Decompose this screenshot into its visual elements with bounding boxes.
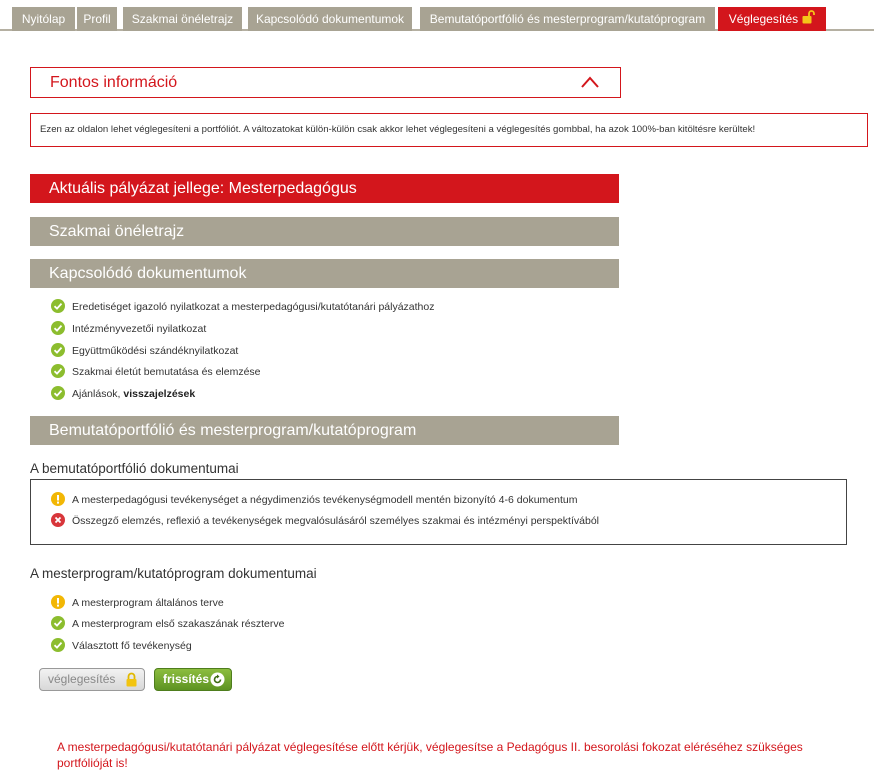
check-icon bbox=[51, 616, 65, 630]
unlocked-padlock-icon bbox=[802, 8, 815, 32]
finalize-note: A mesterpedagógusi/kutatótanári pályázat véglegesítése előtt kérjük, véglegesítse a Pedagógus II. besorolási fokozat eléréséhez szükséges portfólióját is! bbox=[57, 740, 803, 770]
finalize-button[interactable] bbox=[39, 668, 145, 691]
list-item[interactable] bbox=[51, 343, 238, 359]
list-item-label: A mesterprogram első szakaszának részterve bbox=[72, 618, 285, 630]
important-info-body bbox=[30, 113, 868, 147]
portfolio-docs-box bbox=[30, 479, 847, 545]
list-item[interactable] bbox=[51, 321, 206, 337]
check-icon bbox=[51, 386, 65, 400]
tab-bemutatoportfolio[interactable]: Bemutatóportfólió és mesterprogram/kutatóprogram bbox=[420, 7, 715, 31]
important-info-title: Fontos információ bbox=[50, 74, 178, 91]
tab-profil[interactable]: Profil bbox=[77, 7, 117, 31]
important-info-header[interactable] bbox=[30, 67, 621, 98]
list-item[interactable] bbox=[51, 364, 261, 380]
tab-nyitolap[interactable]: Nyitólap bbox=[12, 7, 75, 31]
portfolio-docs-heading: A bemutatóportfólió dokumentumai bbox=[30, 461, 239, 476]
warning-icon bbox=[51, 595, 65, 609]
list-item-label: Szakmai életút bemutatása és elemzése bbox=[72, 366, 261, 378]
check-icon bbox=[51, 321, 65, 335]
list-item[interactable] bbox=[51, 513, 599, 529]
error-icon bbox=[51, 513, 65, 527]
tab-veglegesites-label: Véglegesítés bbox=[728, 12, 799, 26]
list-item-label: A mesterpedagógusi tevékenységet a négydimenziós tevékenységmodell mentén bizonyító 4-6 dokumentum bbox=[72, 494, 578, 506]
list-item[interactable] bbox=[51, 616, 284, 632]
check-icon bbox=[51, 364, 65, 378]
finalize-button-label: véglegesítés bbox=[48, 672, 116, 686]
check-icon bbox=[51, 638, 65, 652]
list-item[interactable] bbox=[51, 595, 224, 611]
section-bemutatoportfolio[interactable]: Bemutatóportfólió és mesterprogram/kutatóprogram bbox=[30, 416, 619, 445]
locked-padlock-icon bbox=[125, 672, 138, 694]
chevron-up-icon[interactable] bbox=[580, 75, 600, 94]
list-item[interactable] bbox=[51, 299, 434, 315]
section-kapcsolodo-dokumentumok[interactable]: Kapcsolódó dokumentumok bbox=[30, 259, 619, 288]
list-item-label: Intézményvezetői nyilatkozat bbox=[72, 323, 207, 335]
program-docs-heading: A mesterprogram/kutatóprogram dokumentumai bbox=[30, 566, 317, 581]
section-szakmai-oneletrajz[interactable]: Szakmai önéletrajz bbox=[30, 217, 619, 246]
tab-kapcsolodo-dokumentumok[interactable]: Kapcsolódó dokumentumok bbox=[248, 7, 412, 31]
check-icon bbox=[51, 343, 65, 357]
check-icon bbox=[51, 299, 65, 313]
list-item-label: Ajánlások, bbox=[72, 388, 124, 400]
current-application-bar: Aktuális pályázat jellege: Mesterpedagógus bbox=[30, 174, 619, 203]
refresh-button-label: frissítés bbox=[163, 672, 210, 686]
list-item[interactable] bbox=[51, 386, 195, 402]
warning-icon bbox=[51, 492, 65, 506]
refresh-icon bbox=[210, 672, 225, 694]
list-item-label: Együttműködési szándéknyilatkozat bbox=[72, 345, 239, 357]
list-item-label: Eredetiséget igazoló nyilatkozat a mesterpedagógusi/kutatótanári pályázathoz bbox=[72, 301, 435, 313]
refresh-button[interactable] bbox=[154, 668, 232, 691]
list-item[interactable] bbox=[51, 492, 577, 508]
tab-bar bbox=[0, 0, 874, 31]
list-item-label: A mesterprogram általános terve bbox=[72, 597, 224, 609]
list-item-bold: visszajelzések bbox=[123, 388, 196, 400]
list-item-label: Összegző elemzés, reflexió a tevékenységek megvalósulásáról személyes szakmai és intézményi perspektívából bbox=[72, 515, 599, 527]
list-item[interactable] bbox=[51, 638, 192, 654]
list-item-label: Választott fő tevékenység bbox=[72, 640, 192, 652]
important-info-text: Ezen az oldalon lehet véglegesíteni a portfóliót. A változatokat külön-külön csak akkor lehet véglegesíteni a véglegesítés gombbal, ha azok 100%-ban kitöltésre kerültek! bbox=[40, 124, 756, 135]
tab-szakmai-oneletrajz[interactable]: Szakmai önéletrajz bbox=[123, 7, 242, 31]
tab-veglegesites[interactable] bbox=[718, 7, 826, 31]
